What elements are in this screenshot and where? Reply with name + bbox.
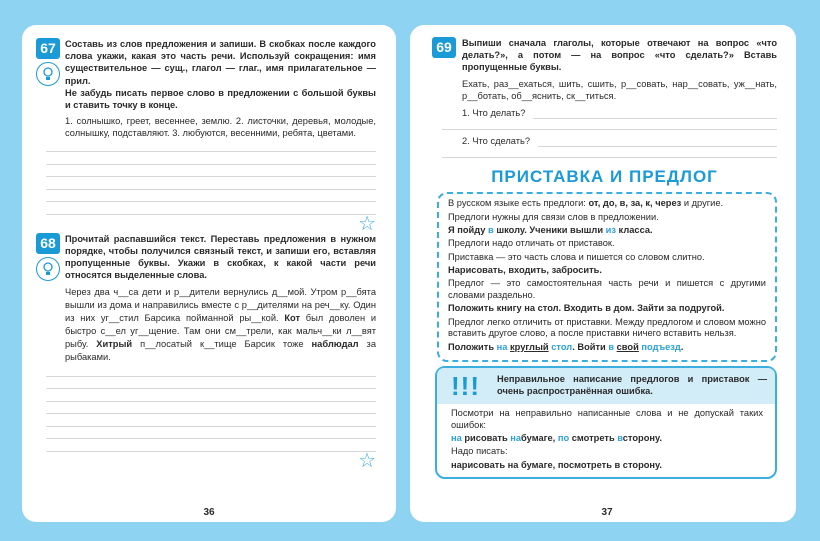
- text-segment: Через два ч__са дети и р__дители вернулись д__мой. Утром р__бята вышли из дома и направились вместе с р__дителями на реч__ку. Один из них уг__стил Барсика пойманной ры__кой.: [65, 287, 376, 324]
- text-segment: по: [557, 433, 570, 444]
- rule-box: [437, 192, 777, 362]
- writing-line[interactable]: [46, 177, 376, 190]
- lightbulb-icon: [36, 62, 60, 86]
- exercise-68-main: [65, 233, 376, 365]
- rule-line: [448, 212, 766, 224]
- answer-line[interactable]: [442, 147, 777, 158]
- text-segment: В русском языке есть предлоги:: [448, 198, 589, 209]
- text-segment: Не забудь писать первое слово в предложении с большой буквы и ставить точку в конце.: [65, 87, 376, 111]
- text-segment: Хитрый: [96, 339, 133, 350]
- text-segment: наблюдал: [311, 339, 359, 350]
- rule-line: [448, 238, 766, 250]
- exercise-67-side: [36, 38, 65, 86]
- text-segment: на: [510, 433, 522, 444]
- exercise-67: [36, 38, 376, 140]
- exercise-68: [36, 233, 376, 365]
- writing-area-67: [46, 140, 376, 215]
- writing-line[interactable]: [46, 414, 376, 427]
- text-segment: Положить: [448, 341, 497, 352]
- text-segment: был доволен и быстро с__ел уг__щение. Там они см__трели, как мальч__ки л__вят рыбу.: [65, 313, 377, 350]
- text-segment: школу. Ученики вышли: [493, 225, 606, 236]
- rule-line: [448, 225, 766, 237]
- writing-line[interactable]: [46, 165, 376, 178]
- exercise-68-badge: 68: [36, 233, 60, 254]
- exclamation-icon: !!!: [451, 370, 480, 401]
- text-segment: п__лосатый к__тище Барсик тоже: [132, 339, 312, 350]
- lightbulb-icon: [36, 257, 60, 281]
- text-segment: Положить книгу на стол. Входить в дом. Зайти за подругой.: [448, 303, 725, 314]
- rule-title: ПРИСТАВКА И ПРЕДЛОГ: [491, 167, 718, 187]
- page-number: 37: [592, 505, 622, 521]
- rule-line: [448, 198, 766, 210]
- text-segment: Надо писать:: [451, 446, 508, 457]
- text-segment: класса.: [615, 225, 653, 236]
- answer-line[interactable]: [538, 138, 777, 147]
- exercise-69-side: [432, 37, 462, 58]
- text-segment: Предлог легко отличить от приставки. Между предлогом и словом можно вставить другое слово, а после приставки ничего вставить нельзя.: [448, 316, 766, 339]
- writing-line[interactable]: [46, 377, 376, 390]
- text-segment: Я пойду: [448, 225, 489, 236]
- right-page-content: [432, 37, 777, 479]
- text-segment: Выпиши сначала глаголы, которые отвечают на вопрос «что делать?», а потом — на вопрос «что сделать?» Вставь пропущенные буквы.: [462, 38, 777, 73]
- text-segment: Кот: [284, 313, 301, 324]
- text-segment: Нарисовать, входить, забросить.: [448, 264, 602, 275]
- text-segment: Предлог — это самостоятельная часть речи и пишется с другими словами раздельно.: [448, 278, 766, 300]
- text-segment: Предлоги нужны для связи слов в предложении.: [448, 211, 659, 222]
- writing-line[interactable]: [46, 364, 376, 377]
- text-segment: круглый: [510, 341, 549, 352]
- writing-line[interactable]: [46, 202, 376, 215]
- text-segment: в: [617, 433, 623, 444]
- exercise-68-side: [36, 233, 65, 281]
- text-segment: бумаге,: [521, 433, 558, 444]
- star-icon: ☆: [358, 212, 376, 235]
- writing-line[interactable]: [46, 140, 376, 153]
- rule-lines: [448, 198, 766, 353]
- text-segment: Посмотри на неправильно написанные слова и не допускай таких ошибок:: [451, 407, 763, 430]
- rule-line: [448, 265, 766, 277]
- warning-box: [435, 366, 777, 479]
- text-segment: Предлоги надо отличать от приставок.: [448, 238, 615, 249]
- left-page-content: [36, 38, 376, 470]
- rule-line: [451, 433, 763, 445]
- page-number: 36: [194, 505, 224, 521]
- rule-line: [448, 342, 766, 354]
- text-segment: подъезд: [641, 341, 681, 352]
- exercise-69-badge: 69: [432, 37, 456, 58]
- rule-line: [451, 460, 763, 472]
- exercise-68-text: [65, 286, 376, 364]
- text-segment: от, до, в, за, к, через: [588, 198, 682, 209]
- text-segment: стол: [551, 341, 573, 352]
- question-1-row: [462, 107, 777, 119]
- text-segment: Ехать, раз__ехаться, шить, сшить, р__совать, нар__совать, уж__нать, р__ботать, об__яснить, ск__титься.: [462, 78, 777, 101]
- writing-line[interactable]: [46, 427, 376, 440]
- warning-header: [437, 368, 775, 404]
- answer-line[interactable]: [442, 119, 777, 130]
- text-segment: 1. солнышко, греет, весеннее, землю. 2. листочки, деревья, молодые, солнышку, подставляют. 3. любуются, весенними, ребята, цветами.: [65, 116, 376, 139]
- exercise-67-task: [65, 38, 376, 111]
- writing-line[interactable]: [46, 439, 376, 452]
- text-segment: в: [488, 225, 494, 236]
- question-2-row: [462, 135, 777, 147]
- writing-line[interactable]: [46, 389, 376, 402]
- rule-line: [448, 278, 766, 302]
- exercise-67-words: [65, 115, 376, 139]
- text-segment: и другие.: [681, 198, 724, 209]
- text-segment: свой: [616, 341, 639, 352]
- exercise-68-task: [65, 233, 376, 282]
- text-segment: . Войти: [572, 341, 609, 352]
- answer-line[interactable]: [533, 110, 777, 119]
- text-segment: на: [451, 433, 462, 444]
- exercise-67-badge: 67: [36, 38, 60, 59]
- writing-area-68: [46, 364, 376, 452]
- star-icon: ☆: [358, 449, 376, 472]
- exercise-69-main: [462, 37, 777, 158]
- exercise-69: [432, 37, 777, 158]
- exercise-69-task: [462, 37, 777, 74]
- text-segment: в: [608, 341, 615, 352]
- text-segment: сторону.: [622, 433, 662, 444]
- writing-line[interactable]: [46, 152, 376, 165]
- text-segment: нарисовать на бумаге, посмотреть в сторону.: [451, 459, 662, 470]
- question-1-label: 1. Что делать?: [462, 108, 526, 119]
- rule-line: [451, 408, 763, 432]
- warning-lines: [437, 404, 775, 477]
- text-segment: на: [496, 341, 508, 352]
- text-segment: рисовать: [461, 433, 511, 444]
- rule-line: [448, 317, 766, 341]
- rule-line: [448, 252, 766, 264]
- rule-line: [448, 303, 766, 315]
- text-segment: за рыбаками.: [65, 339, 376, 363]
- text-segment: Составь из слов предложения и запиши. В скобках после каждого слова укажи, какая это часть речи. Используй сокращения: имя существительное — сущ., глагол — глаг., имя прилагательное — прил.: [65, 39, 376, 86]
- warning-text: Неправильное написание предлогов и приставок — очень распространённая ошибка.: [497, 374, 767, 396]
- writing-line[interactable]: [46, 402, 376, 415]
- rule-line: [451, 446, 763, 458]
- exercise-67-main: [65, 38, 376, 140]
- text-segment: Прочитай распавшийся текст. Переставь предложения в нужном порядке, чтобы получился связный текст, и запиши его, вставляя пропущенные буквы. Укажи в скобках, к какой части речи относятся выделенные слова.: [65, 233, 376, 281]
- text-segment: Приставка — это часть слова и пишется со словом слитно.: [448, 251, 705, 262]
- text-segment: из: [605, 225, 616, 236]
- text-segment: смотреть: [569, 433, 618, 444]
- exercise-69-words: [462, 78, 777, 102]
- question-2-label: 2. Что сделать?: [462, 136, 531, 147]
- writing-line[interactable]: [46, 190, 376, 203]
- text-segment: .: [680, 341, 684, 352]
